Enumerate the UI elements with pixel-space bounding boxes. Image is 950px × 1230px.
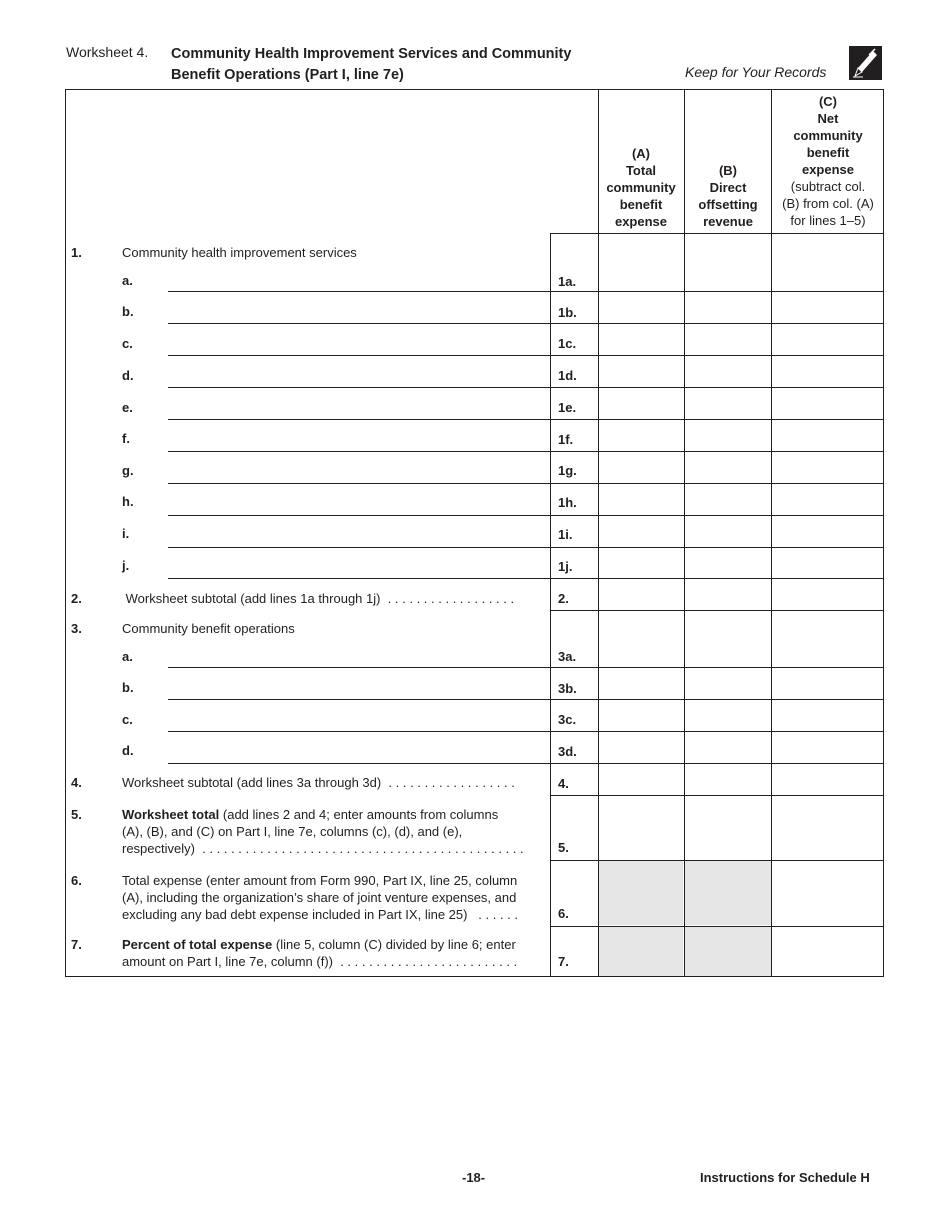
row-rule: [550, 860, 884, 861]
line-ref: 3c.: [558, 712, 577, 727]
line-ref: 1e.: [558, 400, 577, 415]
line-6-text-part: excluding any bad debt expense included in Part IX, line 25) . . . . . .: [122, 907, 519, 922]
line-7-text-part: (line 5, column (C) divided by line 6; enter: [272, 937, 516, 952]
entry-line-3a[interactable]: [168, 667, 550, 668]
title-line-2: Benefit Operations (Part I, line 7e): [171, 67, 404, 83]
row-rule: [550, 451, 884, 452]
line-5-text: [122, 806, 547, 857]
col-c-line: Net: [817, 111, 839, 126]
row-rule: [550, 667, 884, 668]
col-b-line: offsetting: [698, 197, 758, 212]
col-c-heading: [772, 93, 884, 229]
line-number: 7.: [71, 937, 82, 952]
line-ref: 1c.: [558, 336, 577, 351]
line-5-text-part: (add lines 2 and 4; enter amounts from columns: [219, 807, 499, 822]
entry-line-1g[interactable]: [168, 483, 550, 484]
col-b-heading: [685, 162, 771, 230]
line-number: 6.: [71, 873, 82, 888]
row-rule: [550, 515, 884, 516]
line-number: 3.: [71, 621, 82, 636]
col-b-line: Direct: [709, 180, 747, 195]
line-number: 2.: [71, 591, 82, 606]
sub-label: f.: [122, 431, 130, 446]
line-2-text: Worksheet subtotal (add lines 1a through 1j) . . . . . . . . . . . . . . . . . .: [122, 591, 515, 606]
row-rule: [550, 795, 884, 796]
entry-line-1d[interactable]: [168, 387, 550, 388]
col-a-line: benefit: [619, 197, 663, 212]
sub-label: c.: [122, 712, 133, 727]
line-ref: 1g.: [558, 463, 577, 478]
col-b-line: revenue: [703, 214, 753, 229]
col-c-line: for lines 1–5): [790, 213, 866, 228]
ref-col-divider: [550, 233, 551, 977]
sub-label: a.: [122, 273, 133, 288]
row-rule: [550, 419, 884, 420]
line-ref: 3a.: [558, 649, 577, 664]
sub-label: c.: [122, 336, 133, 351]
keep-for-records-note: Keep for Your Records: [685, 64, 827, 80]
worksheet-label: Worksheet 4.: [66, 44, 149, 60]
line-1-text: Community health improvement services: [122, 245, 357, 260]
row-rule: [550, 731, 884, 732]
row-rule: [550, 291, 884, 292]
sub-label: h.: [122, 494, 134, 509]
line-number: 1.: [71, 245, 82, 260]
col-a-letter: (A): [631, 146, 651, 161]
page-number: -18-: [462, 1170, 486, 1185]
entry-line-3d[interactable]: [168, 763, 550, 764]
col-a-heading: [599, 145, 683, 230]
sub-label: e.: [122, 400, 133, 415]
line-ref: 1f.: [558, 432, 574, 447]
shaded-cell-6b: [685, 861, 771, 925]
entry-line-1a[interactable]: [168, 291, 550, 292]
line-ref: 3d.: [558, 744, 577, 759]
entry-line-1f[interactable]: [168, 451, 550, 452]
col-c-letter: (C): [818, 94, 838, 109]
row-rule: [550, 926, 884, 927]
col-a-line: community: [606, 180, 676, 195]
line-7-bold: Percent of total expense: [122, 937, 273, 952]
sub-label: g.: [122, 463, 134, 478]
row-rule: [550, 387, 884, 388]
line-6-text: [122, 872, 547, 923]
row-rule: [550, 763, 884, 764]
col-a-line: expense: [614, 214, 668, 229]
line-ref: 1d.: [558, 368, 577, 383]
line-5-text-part: (A), (B), and (C) on Part I, line 7e, columns (c), (d), and (e),: [122, 824, 463, 839]
shaded-cell-6a: [599, 861, 683, 925]
entry-line-3c[interactable]: [168, 731, 550, 732]
line-ref: 6.: [558, 906, 569, 921]
col-c-line: community: [793, 128, 863, 143]
row-rule: [550, 699, 884, 700]
line-3-text: Community benefit operations: [122, 621, 295, 636]
col-c-line: expense: [801, 162, 855, 177]
line-7-text-part: amount on Part I, line 7e, column (f)) . . . . . . . . . . . . . . . . . . . . . . . . .: [122, 954, 518, 969]
title-line-1: Community Health Improvement Services and Community: [171, 46, 572, 62]
row-rule: [550, 355, 884, 356]
line-number: 4.: [71, 775, 82, 790]
shaded-cell-7a: [599, 927, 683, 976]
line-ref: 7.: [558, 954, 569, 969]
line-6-text-part: Total expense (enter amount from Form 990, Part IX, line 25, column: [122, 873, 518, 888]
line-ref: 4.: [558, 776, 569, 791]
shaded-cell-7b: [685, 927, 771, 976]
line-number: 5.: [71, 807, 82, 822]
row-rule: [550, 323, 884, 324]
sub-label: b.: [122, 680, 134, 695]
row-rule: [550, 578, 884, 579]
entry-line-1h[interactable]: [168, 515, 550, 516]
line-ref: 5.: [558, 840, 569, 855]
sub-label: a.: [122, 649, 133, 664]
line-ref: 1j.: [558, 559, 573, 574]
pen-icon: [849, 46, 882, 80]
col-c-line: (B) from col. (A): [782, 196, 874, 211]
col-c-line: (subtract col.: [790, 179, 866, 194]
entry-line-3b[interactable]: [168, 699, 550, 700]
line-ref: 2.: [558, 591, 569, 606]
sub-label: d.: [122, 743, 134, 758]
row-rule: [550, 547, 884, 548]
line-ref: 1h.: [558, 495, 577, 510]
sub-label: j.: [122, 558, 130, 573]
col-a-line: Total: [625, 163, 657, 178]
row-rule: [550, 233, 884, 234]
entry-line-1b[interactable]: [168, 323, 550, 324]
line-5-bold: Worksheet total: [122, 807, 220, 822]
line-ref: 1a.: [558, 274, 577, 289]
col-b-letter: (B): [718, 163, 738, 178]
entry-line-1j[interactable]: [168, 578, 550, 579]
line-7-text: [122, 936, 547, 970]
col-c-line: benefit: [806, 145, 850, 160]
line-4-text: Worksheet subtotal (add lines 3a through 3d) . . . . . . . . . . . . . . . . . .: [122, 775, 515, 790]
line-6-text-part: (A), including the organization’s share of joint venture expenses, and: [122, 890, 517, 905]
line-5-text-part: respectively) . . . . . . . . . . . . . . . . . . . . . . . . . . . . . . . . . . . . . . . . . . . . .: [122, 841, 524, 856]
entry-line-1c[interactable]: [168, 355, 550, 356]
row-rule: [550, 610, 884, 611]
entry-line-1e[interactable]: [168, 419, 550, 420]
line-ref: 1i.: [558, 527, 573, 542]
entry-line-1i[interactable]: [168, 547, 550, 548]
worksheet-title: [171, 44, 571, 86]
line-ref: 1b.: [558, 305, 577, 320]
row-rule: [550, 483, 884, 484]
document-name: Instructions for Schedule H: [700, 1170, 870, 1185]
sub-label: b.: [122, 304, 134, 319]
sub-label: i.: [122, 526, 130, 541]
sub-label: d.: [122, 368, 134, 383]
line-ref: 3b.: [558, 681, 577, 696]
